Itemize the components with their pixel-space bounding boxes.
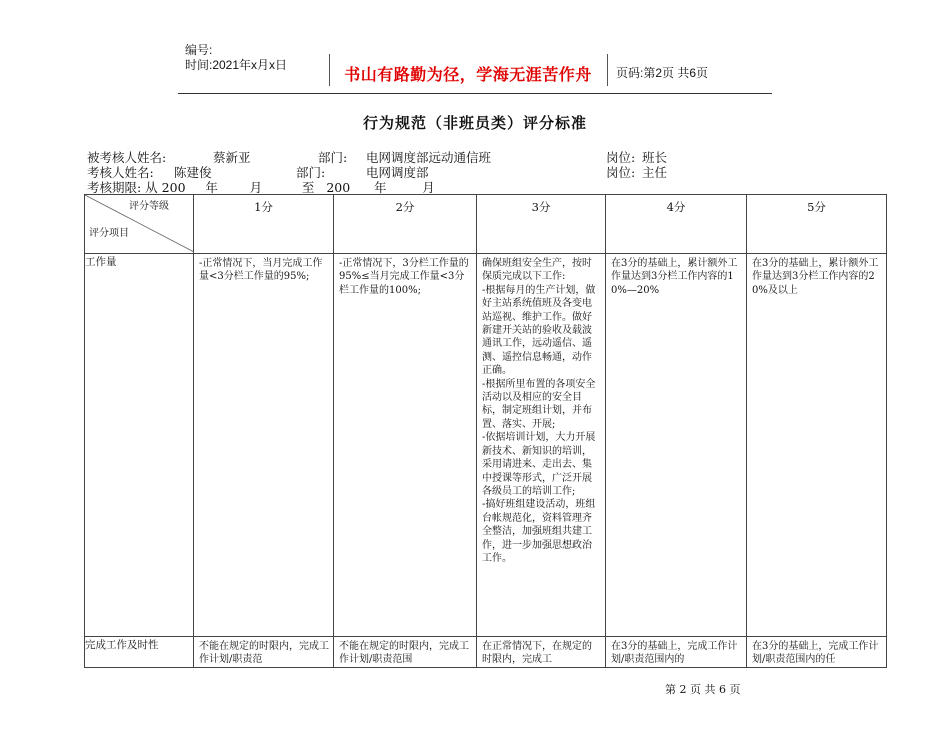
examiner-department-label: 部门: (296, 165, 326, 180)
header-divider-right (607, 54, 608, 86)
row-item-timeliness: 完成工作及时性 (85, 637, 194, 668)
workload-score-3-item: -搞好班组建设活动，班组台帐规范化，资料管理齐全整洁，加强班组共建工作，进一步加强思想政治工作。 (482, 499, 596, 564)
workload-score-3 (477, 254, 605, 565)
document-number-label: 编号: (185, 43, 213, 57)
column-header-2: 2分 (334, 195, 477, 254)
examiner-department-value: 电网调度部 (366, 165, 429, 180)
workload-score-3-intro: 确保班组安全生产，按时保质完成以下工作: (482, 258, 592, 283)
table-row-timeliness (85, 637, 887, 668)
examinee-name: 蔡新亚 (213, 150, 251, 165)
scoring-table (84, 194, 887, 668)
timeliness-score-5: 在3分的基础上，完成工作计划/职责范围内的任 (752, 641, 879, 666)
header-divider-left (329, 54, 330, 86)
header-motto: 书山有路勤为径，学海无涯苦作舟 (344, 65, 592, 84)
table-header-row (85, 195, 887, 254)
column-header-3: 3分 (477, 195, 606, 254)
department-value: 电网调度部远动通信班 (366, 150, 492, 165)
score-item-label: 评分项目 (89, 228, 129, 239)
workload-score-3-item: -根据每月的生产计划，做好主站系统值班及各变电站巡视、维护工作。做好新建开关站的验收及载波通讯工作，远动遥信、遥测、遥控信息畅通，动作正确。 (482, 284, 596, 377)
assessment-period: 考核期限: 从 200 年 月 至 200 年 月 (87, 180, 435, 195)
examiner-post-label: 岗位: (606, 165, 636, 180)
document-time: 时间:2021年x月x日 (185, 58, 288, 72)
post-label: 岗位: (606, 150, 636, 165)
score-level-label: 评分等级 (129, 201, 169, 212)
examinee-label: 被考核人姓名: (87, 150, 167, 165)
workload-score-2: -正常情况下，3分栏工作量的95%≤当月完成工作量<3分栏工作量的100%; (339, 258, 469, 296)
timeliness-score-2: 不能在规定的时限内，完成工作计划/职责范围 (339, 641, 469, 666)
examiner-name: 陈建俊 (174, 165, 212, 180)
column-header-5: 5分 (747, 195, 887, 254)
diagonal-header-cell (85, 195, 194, 254)
header-rule (178, 93, 772, 94)
footer-page-number: 第 2 页 共 6 页 (665, 683, 741, 696)
workload-score-3-item: -依据培训计划，大力开展新技术、新知识的培训，采用请进来、走出去、集中授课等形式，广泛开展各级员工的培训工作; (482, 432, 596, 497)
header-info (185, 43, 287, 73)
workload-score-3-item: -根据所里布置的各项安全活动以及相应的安全目标，制定班组计划，并布置、落实、开展; (482, 378, 596, 430)
workload-score-4: 在3分的基础上，累计额外工作量达到3分栏工作内容的10%—20% (611, 258, 738, 296)
workload-score-5: 在3分的基础上，累计额外工作量达到3分栏工作内容的20%及以上 (752, 258, 879, 296)
row-item-workload: 工作量 (85, 254, 194, 637)
timeliness-score-4: 在3分的基础上，完成工作计划/职责范围内的 (611, 641, 738, 666)
column-header-4: 4分 (606, 195, 747, 254)
header-page-indicator: 页码:第2页 共6页 (616, 66, 709, 80)
examiner-label: 考核人姓名: (87, 165, 154, 180)
timeliness-score-3: 在正常情况下，在规定的时限内，完成工 (482, 641, 592, 666)
department-label: 部门: (318, 150, 348, 165)
post-value: 班长 (642, 150, 668, 165)
page-title: 行为规范（非班员类）评分标准 (362, 114, 587, 132)
column-header-1: 1分 (194, 195, 334, 254)
examiner-post-value: 主任 (642, 165, 668, 180)
table-row-workload (85, 254, 887, 637)
workload-score-1: -正常情况下，当月完成工作量<3分栏工作量的95%; (199, 258, 323, 283)
timeliness-score-1: 不能在规定的时限内，完成工作计划/职责范 (199, 641, 329, 666)
